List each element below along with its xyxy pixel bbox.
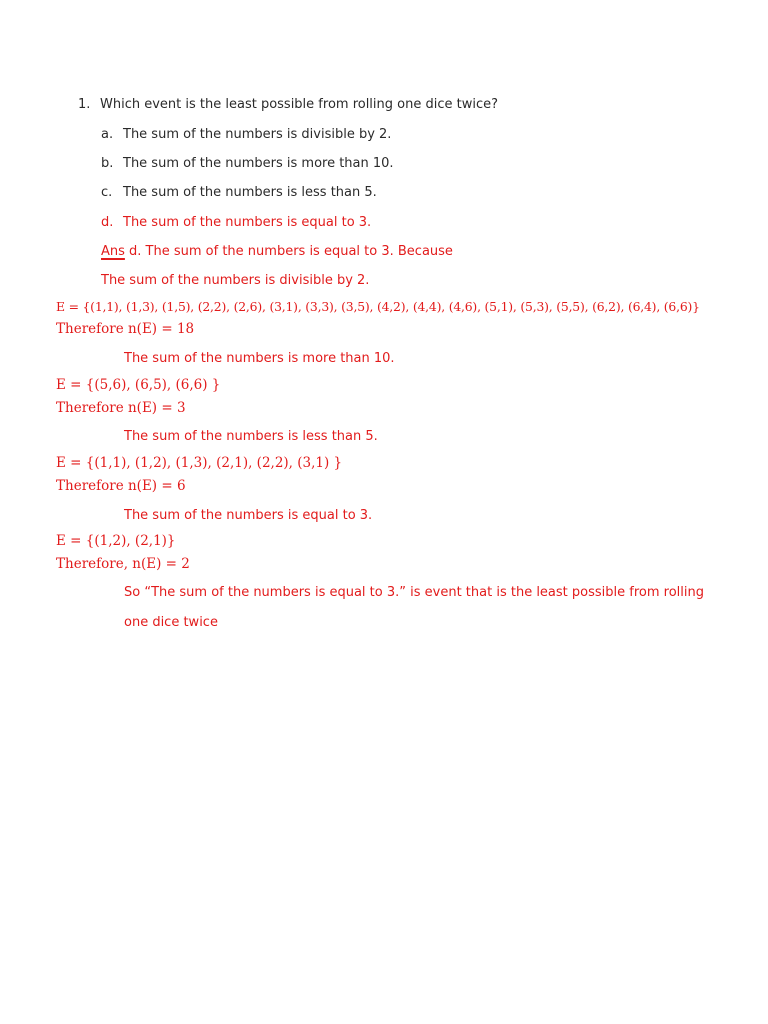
event-count: Therefore n(E) = 6 xyxy=(56,478,186,494)
option-d xyxy=(101,215,371,231)
ans-label: Ans xyxy=(101,244,125,259)
option-c xyxy=(101,185,377,201)
event-set: E = {(1,1), (1,2), (1,3), (2,1), (2,2), (3,1) } xyxy=(56,455,343,471)
ans-text: d. The sum of the numbers is equal to 3. Because xyxy=(124,244,453,259)
case-heading: The sum of the numbers is more than 10. xyxy=(124,351,395,366)
conclusion-line-2: one dice twice xyxy=(124,615,218,630)
option-text: The sum of the numbers is equal to 3. xyxy=(123,215,372,230)
event-count: Therefore n(E) = 18 xyxy=(56,321,195,337)
event-count: Therefore, n(E) = 2 xyxy=(56,556,190,572)
case-heading: The sum of the numbers is equal to 3. xyxy=(124,508,373,523)
question-text: Which event is the least possible from rolling one dice twice? xyxy=(100,97,499,112)
option-marker: c. xyxy=(101,185,113,200)
option-text: The sum of the numbers is divisible by 2. xyxy=(123,127,392,142)
question-number: 1. xyxy=(78,97,91,112)
question-line xyxy=(78,97,498,113)
option-text: The sum of the numbers is more than 10. xyxy=(123,156,394,171)
event-count: Therefore n(E) = 3 xyxy=(56,400,186,416)
option-marker: d. xyxy=(101,215,114,230)
option-marker: a. xyxy=(101,127,114,142)
conclusion-line-1: So “The sum of the numbers is equal to 3.” is event that is the least possible from rolling xyxy=(124,585,704,600)
case-heading: The sum of the numbers is less than 5. xyxy=(124,429,378,444)
event-set: E = {(5,6), (6,5), (6,6) } xyxy=(56,377,221,393)
case-heading: The sum of the numbers is divisible by 2. xyxy=(101,273,370,288)
option-a xyxy=(101,127,391,143)
option-b xyxy=(101,156,394,172)
event-set: E = {(1,2), (2,1)} xyxy=(56,533,176,549)
option-marker: b. xyxy=(101,156,114,171)
answer-line xyxy=(101,244,453,260)
event-set: E = {(1,1), (1,3), (1,5), (2,2), (2,6), (3,1), (3,3), (3,5), (4,2), (4,4), (4,6), (5,1), (5,3), (5,5), (6,2), (6,4), (6,6)} xyxy=(56,299,700,314)
option-text: The sum of the numbers is less than 5. xyxy=(123,185,377,200)
